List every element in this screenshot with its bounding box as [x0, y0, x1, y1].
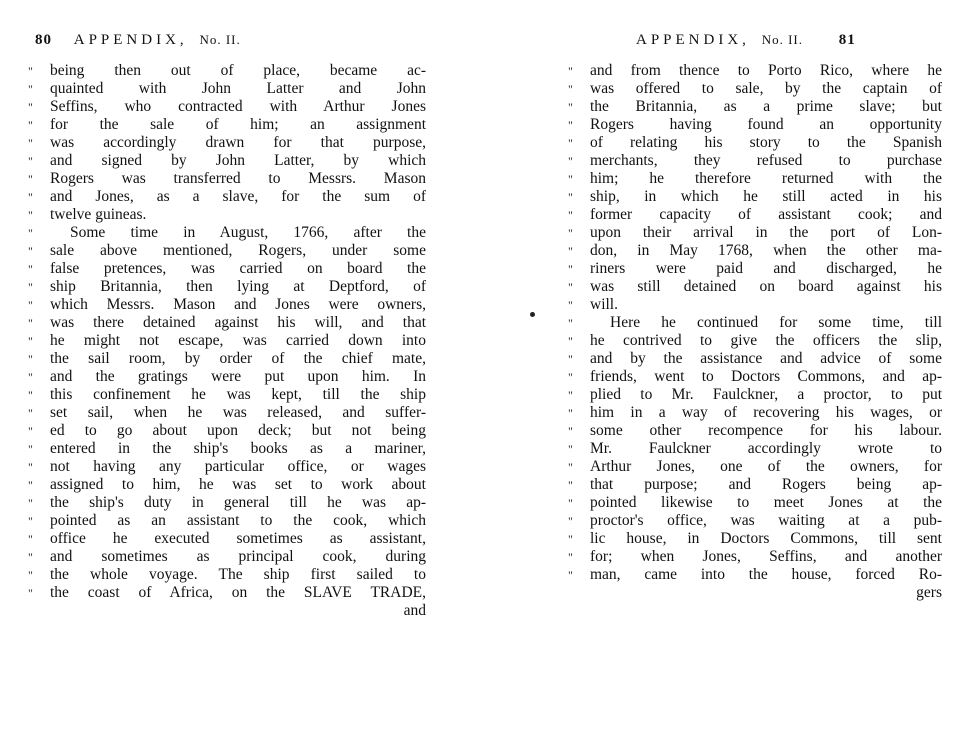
text-line: " the whole voyage. The ship first sailed to [28, 566, 426, 583]
text-line: " office he executed sometimes as assistant, [28, 530, 426, 547]
catchword: gers [916, 584, 942, 601]
text-line: " merchants, they refused to purchase [568, 152, 942, 169]
catchword: and [403, 602, 426, 619]
text-line: " friends, went to Doctors Commons, and ap- [568, 368, 942, 385]
text-line: " not having any particular office, or wages [28, 458, 426, 475]
text-line: " and by the assistance and advice of some [568, 350, 942, 367]
text-line: " pointed as an assistant to the cook, which [28, 512, 426, 529]
left-text-block [28, 62, 426, 620]
text-line: " quainted with John Latter and John [28, 80, 426, 97]
text-line: " lic house, in Doctors Commons, till sent [568, 530, 942, 547]
paragraph-start-line: " Some time in August, 1766, after the [28, 224, 426, 241]
text-line: " some other recompence for his labour. [568, 422, 942, 439]
text-line: " him in a way of recovering his wages, or [568, 404, 942, 421]
text-line: " that purpose; and Rogers being ap- [568, 476, 942, 493]
text-line: " was still detained on board against his [568, 278, 942, 295]
text-line: " former capacity of assistant cook; and [568, 206, 942, 223]
text-line: " don, in May 1768, when the other ma- [568, 242, 942, 259]
text-line: " this confinement he was kept, till the ship [28, 386, 426, 403]
text-line: " twelve guineas. [28, 206, 147, 223]
right-running-title: APPENDIX, [636, 32, 750, 48]
text-line: " ship, in which he still acted in his [568, 188, 942, 205]
text-line: " assigned to him, he was set to work about [28, 476, 426, 493]
text-line: " for the sale of him; an assignment [28, 116, 426, 133]
text-line: " the sail room, by order of the chief mate, [28, 350, 426, 367]
text-line: " will. [568, 296, 618, 313]
text-line: " of relating his story to the Spanish [568, 134, 942, 151]
text-line: " false pretences, was carried on board the [28, 260, 426, 277]
left-section-number: No. II. [199, 32, 241, 47]
text-line: " and the gratings were put upon him. In [28, 368, 426, 385]
text-line: " the Britannia, as a prime slave; but [568, 98, 942, 115]
text-line: " proctor's office, was waiting at a pub- [568, 512, 942, 529]
text-line: " plied to Mr. Faulckner, a proctor, to put [568, 386, 942, 403]
right-section-number: No. II. [761, 32, 803, 47]
text-line: " was there detained against his will, and that [28, 314, 426, 331]
right-text-block [568, 62, 942, 602]
text-line: " him; he therefore returned with the [568, 170, 942, 187]
text-line: " and from thence to Porto Rico, where he [568, 62, 942, 79]
text-line: " man, came into the house, forced Ro- [568, 566, 942, 583]
right-page-header [622, 32, 856, 49]
text-line: " was accordingly drawn for that purpose, [28, 134, 426, 151]
text-line: " for; when Jones, Seffins, and another [568, 548, 942, 565]
text-line: " Rogers having found an opportunity [568, 116, 942, 133]
text-line: " and signed by John Latter, by which [28, 152, 426, 169]
right-page-number: 81 [838, 32, 856, 48]
text-line: " which Messrs. Mason and Jones were owners, [28, 296, 426, 313]
text-line: " and sometimes as principal cook, during [28, 548, 426, 565]
text-line: " and Jones, as a slave, for the sum of [28, 188, 426, 205]
text-line: " was offered to sale, by the captain of [568, 80, 942, 97]
text-line: " ship Britannia, then lying at Deptford, of [28, 278, 426, 295]
text-line: " the ship's duty in general till he was ap- [28, 494, 426, 511]
left-page-number: 80 [35, 32, 52, 48]
left-running-title: APPENDIX, [73, 32, 188, 48]
left-page-header [35, 32, 241, 49]
right-page [490, 0, 980, 752]
text-line: " Seffins, who contracted with Arthur Jones [28, 98, 426, 115]
text-line: " Mr. Faulckner accordingly wrote to [568, 440, 942, 457]
text-line: " set sail, when he was released, and suffer- [28, 404, 426, 421]
text-line: " being then out of place, became ac- [28, 62, 426, 79]
text-line: " ed to go about upon deck; but not being [28, 422, 426, 439]
left-page [0, 0, 470, 752]
text-line: " Rogers was transferred to Messrs. Mason [28, 170, 426, 187]
text-line: " he might not escape, was carried down into [28, 332, 426, 349]
paragraph-start-line: " Here he continued for some time, till [568, 314, 942, 331]
text-line: " riners were paid and discharged, he [568, 260, 942, 277]
text-line: " entered in the ship's books as a mariner, [28, 440, 426, 457]
text-line: " pointed likewise to meet Jones at the [568, 494, 942, 511]
text-line: " upon their arrival in the port of Lon- [568, 224, 942, 241]
text-line: " sale above mentioned, Rogers, under some [28, 242, 426, 259]
text-line: " Arthur Jones, one of the owners, for [568, 458, 942, 475]
text-line: " he contrived to give the officers the slip, [568, 332, 942, 349]
text-line: " the coast of Africa, on the SLAVE TRADE, [28, 584, 426, 601]
